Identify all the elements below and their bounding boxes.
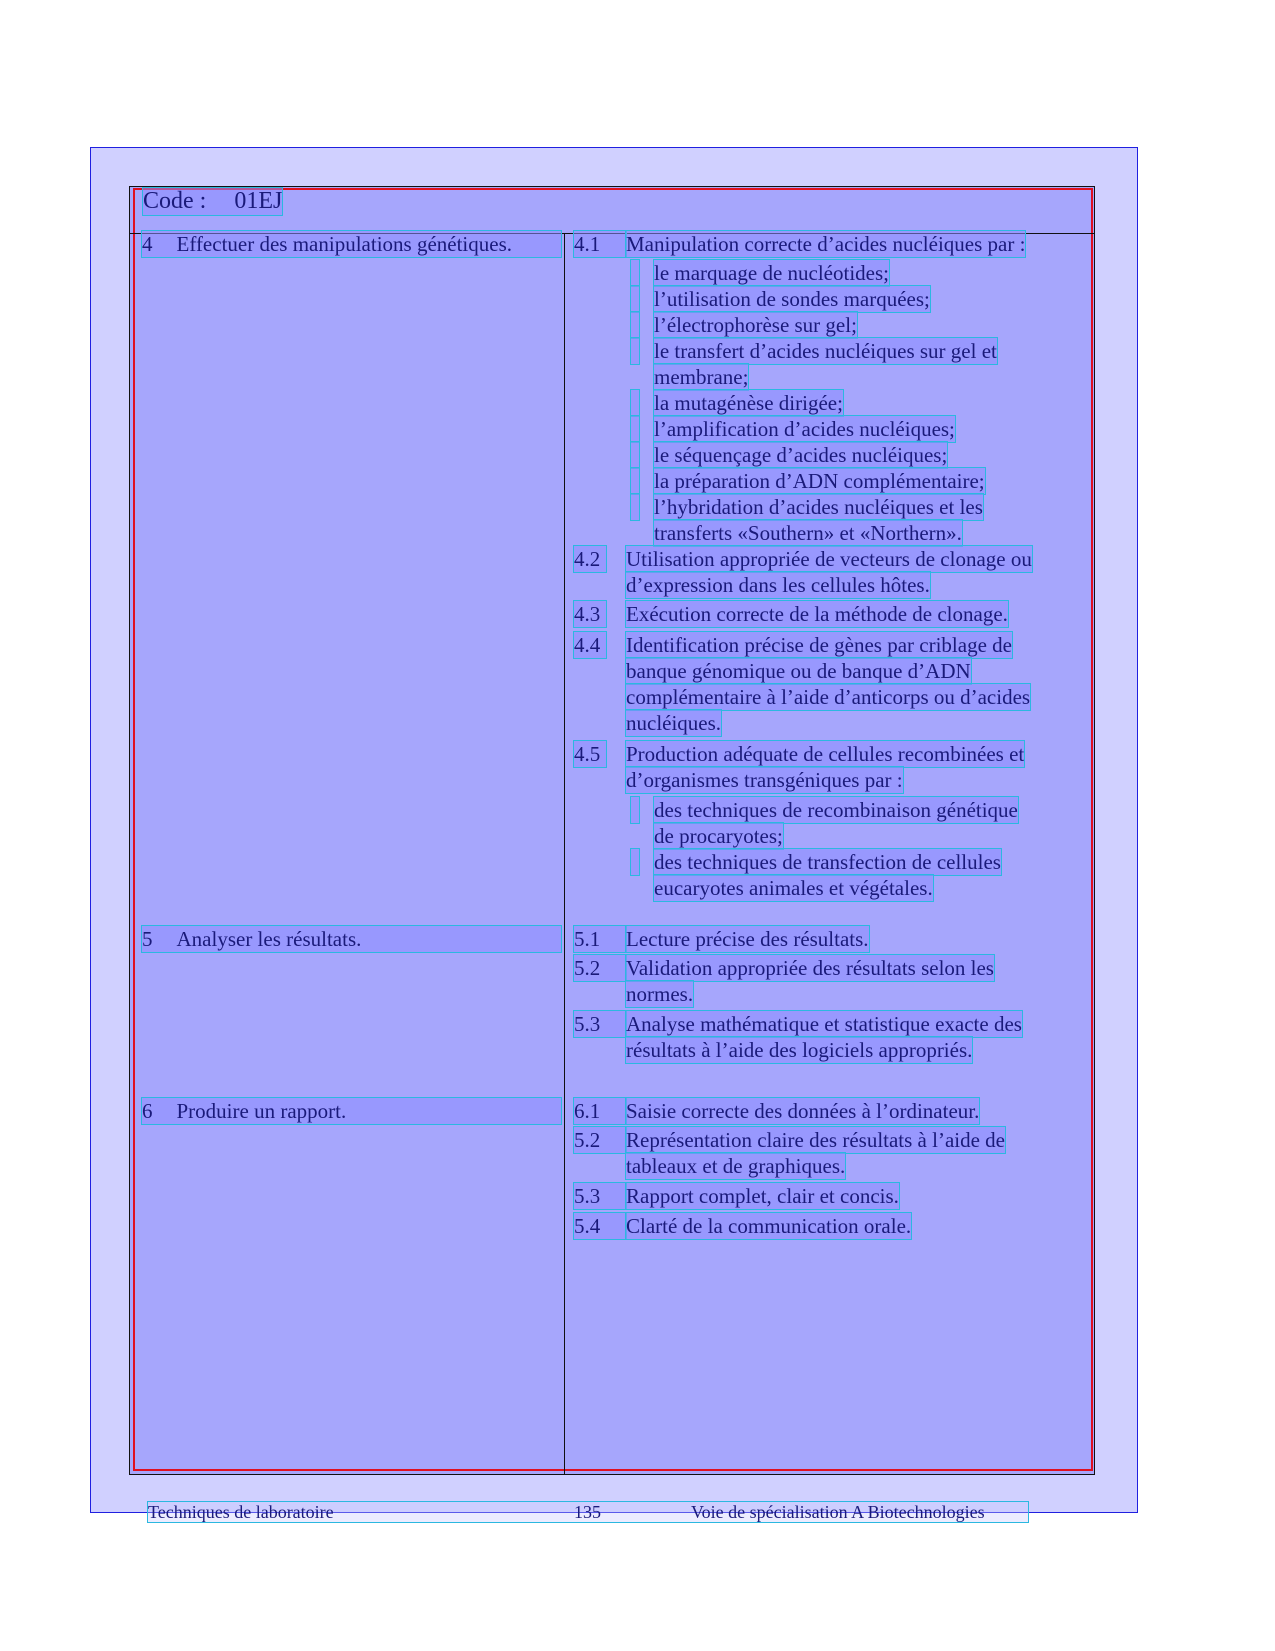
- bullet-marker: [631, 442, 639, 468]
- criterion-6-2-text-continued: tableaux et de graphiques.: [626, 1154, 846, 1178]
- competency-title: Produire un rapport.: [176, 1099, 347, 1123]
- bullet-marker: [631, 849, 639, 875]
- bullet-marker: [631, 416, 639, 442]
- criterion-4-1-num: 4.1: [574, 231, 626, 257]
- competency-num: 5: [142, 927, 153, 951]
- competency-5: [142, 926, 561, 952]
- bullet-marker: [631, 312, 639, 338]
- footer: [148, 1502, 1028, 1522]
- bullet-marker: [631, 260, 639, 286]
- code-label: Code :: [143, 188, 207, 214]
- criterion-5-3-text-continued: résultats à l’aide des logiciels appropriés.: [626, 1038, 973, 1062]
- footer-left: Techniques de laboratoire: [148, 1502, 334, 1522]
- criterion-5-2-text-continued: normes.: [626, 982, 694, 1006]
- competency-num: 4: [142, 232, 153, 256]
- bullet-marker: [631, 390, 639, 416]
- bullet-item-continued: transferts «Southern» et «Northern».: [654, 521, 962, 545]
- bullet-item: des techniques de recombinaison génétique: [654, 798, 1018, 822]
- criterion-4-4-text: Identification précise de gènes par criblage de: [626, 633, 1012, 657]
- competency-title: Effectuer des manipulations génétiques.: [176, 232, 513, 256]
- criterion-5-1-num: 5.1: [574, 926, 626, 952]
- competency-title: Analyser les résultats.: [176, 927, 362, 951]
- criterion-6-2-text: Représentation claire des résultats à l’aide de: [626, 1128, 1006, 1152]
- criterion-4-5-text: Production adéquate de cellules recombinées et: [626, 742, 1025, 766]
- competency-num: 6: [142, 1099, 153, 1123]
- criterion-6-1-text: Saisie correcte des données à l’ordinateur.: [626, 1099, 980, 1123]
- criterion-4-5-text-continued: d’organismes transgéniques par :: [626, 768, 903, 792]
- criterion-4-2-text-continued: d’expression dans les cellules hôtes.: [626, 573, 930, 597]
- criterion-4-3-text: Exécution correcte de la méthode de clonage.: [626, 602, 1008, 626]
- criterion-6-3-text: Rapport complet, clair et concis.: [626, 1184, 899, 1208]
- criterion-4-4-text-continued: banque génomique ou de banque d’ADN: [626, 659, 971, 683]
- criterion-4-2-text: Utilisation appropriée de vecteurs de clonage ou: [626, 547, 1032, 571]
- criterion-4-4-text-continued: nucléiques.: [626, 711, 722, 735]
- bullet-marker: [631, 338, 639, 364]
- criterion-5-2-text: Validation appropriée des résultats selon les: [626, 956, 994, 980]
- code-header: [143, 188, 282, 215]
- bullet-item-continued: de procaryotes;: [654, 824, 783, 848]
- bullet-item-continued: eucaryotes animales et végétales.: [654, 876, 933, 900]
- criterion-4-3-num: 4.3: [574, 601, 606, 627]
- bullet-marker: [631, 797, 639, 823]
- bullet-item: le transfert d’acides nucléiques sur gel et: [654, 339, 997, 363]
- competency-4: [142, 231, 561, 257]
- bullet-marker: [631, 494, 639, 520]
- criterion-4-2-num: 4.2: [574, 546, 606, 572]
- criterion-6-4-num: 5.4: [574, 1213, 626, 1239]
- bullet-item: la préparation d’ADN complémentaire;: [654, 469, 985, 493]
- bullet-item-continued: membrane;: [654, 365, 749, 389]
- bullet-item: des techniques de transfection de cellules: [654, 850, 1001, 874]
- criterion-5-2-num: 5.2: [574, 955, 626, 981]
- criterion-5-3-text: Analyse mathématique et statistique exacte des: [626, 1012, 1022, 1036]
- code-value: 01EJ: [234, 188, 283, 214]
- bullet-item: le séquençage d’acides nucléiques;: [654, 443, 948, 467]
- column-divider: [564, 234, 565, 1475]
- bullet-marker: [631, 286, 639, 312]
- criterion-4-4-num: 4.4: [574, 632, 606, 658]
- criterion-6-1-num: 6.1: [574, 1098, 626, 1124]
- bullet-item: le marquage de nucléotides;: [654, 261, 889, 285]
- criterion-4-4-text-continued: complémentaire à l’aide d’anticorps ou d’acides: [626, 685, 1031, 709]
- bullet-item: l’amplification d’acides nucléiques;: [654, 417, 955, 441]
- bullet-marker: [631, 468, 639, 494]
- competency-6: [142, 1098, 561, 1124]
- criterion-6-4-text: Clarté de la communication orale.: [626, 1214, 912, 1238]
- bullet-item: la mutagénèse dirigée;: [654, 391, 843, 415]
- bullet-item: l’utilisation de sondes marquées;: [654, 287, 930, 311]
- footer-right: Voie de spécialisation A Biotechnologies: [691, 1502, 985, 1522]
- criterion-4-5-num: 4.5: [574, 741, 606, 767]
- criterion-4-1-text: Manipulation correcte d’acides nucléiques par :: [626, 232, 1026, 256]
- criterion-5-1-text: Lecture précise des résultats.: [626, 927, 869, 951]
- bullet-item: l’hybridation d’acides nucléiques et les: [654, 495, 983, 519]
- criterion-6-3-num: 5.3: [574, 1183, 626, 1209]
- criterion-5-3-num: 5.3: [574, 1011, 626, 1037]
- criterion-6-2-num: 5.2: [574, 1127, 626, 1153]
- bullet-item: l’électrophorèse sur gel;: [654, 313, 857, 337]
- page-number: 135: [574, 1502, 601, 1522]
- table: [129, 186, 1095, 1475]
